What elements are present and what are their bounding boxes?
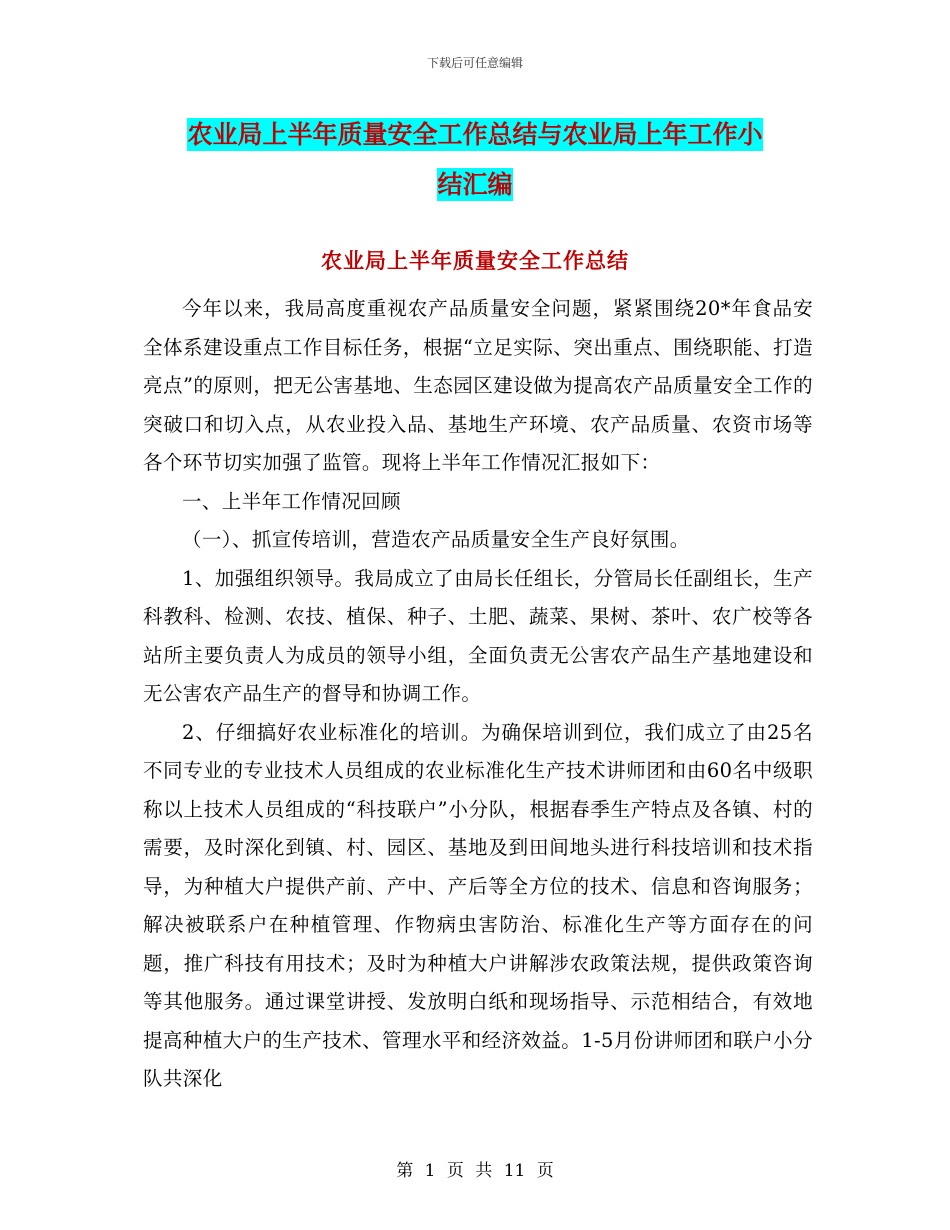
document-title-line-2 [0,160,950,210]
document-title [0,110,950,210]
title-highlight: 农业局上半年质量安全工作总结与农业局上年工作小 [187,120,763,149]
paragraph-intro: 今年以来，我局高度重视农产品质量安全问题，紧紧围绕20*年食品安全体系建设重点工作目标任务，根据“立足实际、突出重点、围绕职能、打造亮点”的原则，把无公害基地、生态园区建设做为提高农产品质量安全工作的突破口和切入点，从农业投入品、基地生产环境、农产品质量、农资市场等各个环节切实加强了监管。现将上半年工作情况汇报如下： [143,297,813,474]
section-title: 农业局上半年质量安全工作总结 [321,249,629,273]
heading-review: 一、上半年工作情况回顾 [182,489,401,513]
page-footer: 第 1 页 共 11 页 [396,1161,554,1181]
title-highlight: 结汇编 [437,170,513,199]
header-note: 下载后可任意编辑 [426,56,523,70]
body-text [143,290,813,1099]
subheading-training: （一）、抓宣传培训，营造农产品质量安全生产良好氛围。 [182,528,690,551]
document-title-line-1 [0,110,950,160]
paragraph-standardization: 2、仔细搞好农业标准化的培训。为确保培训到位，我们成立了由25名不同专业的专业技术人员组成的农业标准化生产技术讲师团和由60名中级职称以上技术人员组成的“科技联户”小分队，根据春季生产特点及各镇、村的需要，及时深化到镇、村、园区、基地及到田间地头进行科技培训和技术指导，为种植大户提供产前、产中、产后等全方位的技术、信息和咨询服务；解决被联系户在种植管理、作物病虫害防治、标准化生产等方面存在的问题，推广科技有用技术；及时为种植大户讲解涉农政策法规，提供政策咨询等其他服务。通过课堂讲授、发放明白纸和现场指导、示范相结合，有效地提高种植大户的生产技术、管理水平和经济效益。1-5月份讲师团和联户小分队共深化 [143,720,813,1090]
paragraph-leadership: 1、加强组织领导。我局成立了由局长任组长，分管局长任副组长，生产科教科、检测、农技、植保、种子、土肥、蔬菜、果树、茶叶、农广校等各站所主要负责人为成员的领导小组，全面负责无公害农产品生产基地建设和无公害农产品生产的督导和协调工作。 [143,566,813,705]
